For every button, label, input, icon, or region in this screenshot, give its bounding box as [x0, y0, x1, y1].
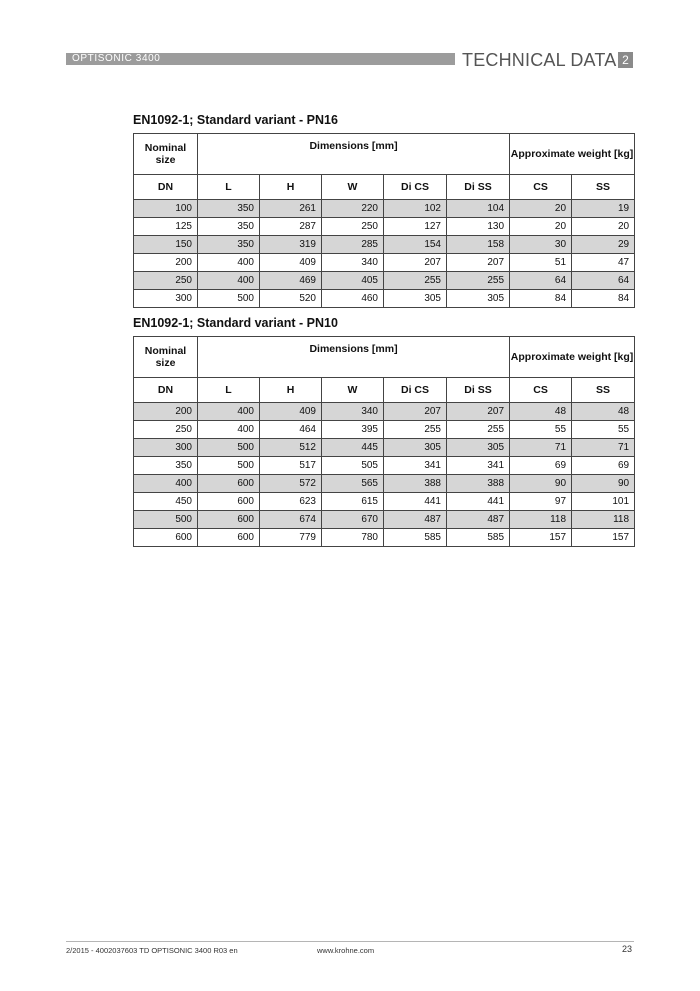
table-cell: 48 — [572, 403, 635, 421]
table-cell: 319 — [260, 236, 322, 254]
table-cell: 350 — [134, 457, 198, 475]
table-cell: 69 — [572, 457, 635, 475]
table-cell: 84 — [510, 290, 572, 308]
table-cell: 674 — [260, 511, 322, 529]
table-cell: 207 — [384, 254, 447, 272]
footer-divider — [66, 941, 634, 942]
table-cell: 47 — [572, 254, 635, 272]
table-cell: 409 — [260, 254, 322, 272]
table-cell: 287 — [260, 218, 322, 236]
table-cell: 19 — [572, 200, 635, 218]
table-cell: 71 — [510, 439, 572, 457]
table-cell: 207 — [447, 254, 510, 272]
table-cell: 395 — [322, 421, 384, 439]
table-title-pn16: EN1092-1; Standard variant - PN16 — [133, 113, 338, 127]
table-cell: 20 — [510, 200, 572, 218]
table-cell: 90 — [510, 475, 572, 493]
table-cell: 460 — [322, 290, 384, 308]
table-cell: 585 — [447, 529, 510, 547]
table-cell: 400 — [198, 421, 260, 439]
table-row — [134, 421, 635, 439]
table-cell: 350 — [198, 236, 260, 254]
table-title-pn10: EN1092-1; Standard variant - PN10 — [133, 316, 338, 330]
table-cell: 207 — [384, 403, 447, 421]
table-cell: 157 — [572, 529, 635, 547]
footer-document-reference: 2/2015 - 4002037603 TD OPTISONIC 3400 R03 en — [66, 946, 238, 955]
table-cell: 118 — [510, 511, 572, 529]
table-cell: 261 — [260, 200, 322, 218]
table-cell: 405 — [322, 272, 384, 290]
column-header: Di SS — [447, 378, 510, 403]
column-header: CS — [510, 175, 572, 200]
table-row — [134, 439, 635, 457]
table-row — [134, 529, 635, 547]
column-header: DN — [134, 378, 198, 403]
column-header: CS — [510, 378, 572, 403]
table-cell: 220 — [322, 200, 384, 218]
table-cell: 29 — [572, 236, 635, 254]
table-cell: 469 — [260, 272, 322, 290]
table-cell: 340 — [322, 254, 384, 272]
table-cell: 90 — [572, 475, 635, 493]
column-header: H — [260, 175, 322, 200]
column-header: DN — [134, 175, 198, 200]
header-approx-weight: Approximate weight [kg] — [510, 337, 635, 378]
table-row — [134, 218, 635, 236]
header-dimensions: Dimensions [mm] — [198, 134, 510, 175]
table-cell: 125 — [134, 218, 198, 236]
table-cell: 71 — [572, 439, 635, 457]
table-cell: 100 — [134, 200, 198, 218]
table-cell: 118 — [572, 511, 635, 529]
table-cell: 48 — [510, 403, 572, 421]
table-cell: 101 — [572, 493, 635, 511]
table-cell: 441 — [447, 493, 510, 511]
table-cell: 305 — [384, 439, 447, 457]
table-cell: 157 — [510, 529, 572, 547]
table-cell: 445 — [322, 439, 384, 457]
table-cell: 158 — [447, 236, 510, 254]
column-header: W — [322, 175, 384, 200]
table-cell: 55 — [572, 421, 635, 439]
table-cell: 600 — [198, 529, 260, 547]
table-cell: 130 — [447, 218, 510, 236]
table-cell: 200 — [134, 403, 198, 421]
table-cell: 305 — [447, 290, 510, 308]
table-cell: 512 — [260, 439, 322, 457]
table-cell: 623 — [260, 493, 322, 511]
page-number: 23 — [622, 944, 633, 954]
column-header: Di CS — [384, 378, 447, 403]
table-cell: 285 — [322, 236, 384, 254]
table-cell: 600 — [198, 493, 260, 511]
column-header: Di SS — [447, 175, 510, 200]
column-header: L — [198, 378, 260, 403]
table-cell: 487 — [384, 511, 447, 529]
table-cell: 127 — [384, 218, 447, 236]
table-cell: 350 — [198, 218, 260, 236]
table-cell: 102 — [384, 200, 447, 218]
table-cell: 250 — [322, 218, 384, 236]
table-cell: 572 — [260, 475, 322, 493]
table-cell: 585 — [384, 529, 447, 547]
table-cell: 69 — [510, 457, 572, 475]
table-row — [134, 511, 635, 529]
header-nominal-size: Nominal size — [134, 134, 198, 175]
dimensions-table-pn10 — [133, 336, 635, 547]
table-row — [134, 475, 635, 493]
table-cell: 517 — [260, 457, 322, 475]
table-cell: 500 — [198, 457, 260, 475]
header-nominal-size: Nominal size — [134, 337, 198, 378]
header-product-name: OPTISONIC 3400 — [72, 53, 161, 64]
table-cell: 388 — [384, 475, 447, 493]
table-cell: 670 — [322, 511, 384, 529]
table-cell: 55 — [510, 421, 572, 439]
table-cell: 104 — [447, 200, 510, 218]
table-cell: 450 — [134, 493, 198, 511]
table-cell: 600 — [134, 529, 198, 547]
table-cell: 464 — [260, 421, 322, 439]
chapter-number-badge: 2 — [618, 52, 633, 68]
table-cell: 400 — [198, 272, 260, 290]
table-cell: 600 — [198, 475, 260, 493]
table-cell: 780 — [322, 529, 384, 547]
table-cell: 30 — [510, 236, 572, 254]
table-cell: 400 — [198, 403, 260, 421]
dimensions-table-pn16 — [133, 133, 635, 308]
table-cell: 441 — [384, 493, 447, 511]
table-cell: 20 — [510, 218, 572, 236]
table-row — [134, 236, 635, 254]
table-cell: 615 — [322, 493, 384, 511]
table-cell: 500 — [134, 511, 198, 529]
column-header: SS — [572, 175, 635, 200]
table-cell: 505 — [322, 457, 384, 475]
table-cell: 255 — [447, 421, 510, 439]
header-section-title: TECHNICAL DATA — [462, 50, 617, 70]
table-row — [134, 290, 635, 308]
table-cell: 520 — [260, 290, 322, 308]
table-cell: 255 — [384, 421, 447, 439]
table-cell: 51 — [510, 254, 572, 272]
table-cell: 305 — [447, 439, 510, 457]
table-cell: 500 — [198, 439, 260, 457]
table-cell: 779 — [260, 529, 322, 547]
table-cell: 255 — [384, 272, 447, 290]
table-cell: 388 — [447, 475, 510, 493]
table-cell: 600 — [198, 511, 260, 529]
table-cell: 97 — [510, 493, 572, 511]
header-approx-weight: Approximate weight [kg] — [510, 134, 635, 175]
table-row — [134, 493, 635, 511]
table-cell: 350 — [198, 200, 260, 218]
table-cell: 500 — [198, 290, 260, 308]
table-cell: 20 — [572, 218, 635, 236]
table-cell: 64 — [510, 272, 572, 290]
column-header: L — [198, 175, 260, 200]
table-cell: 207 — [447, 403, 510, 421]
table-cell: 154 — [384, 236, 447, 254]
table-cell: 300 — [134, 290, 198, 308]
table-row — [134, 254, 635, 272]
table-cell: 487 — [447, 511, 510, 529]
footer-website: www.krohne.com — [317, 946, 375, 955]
table-row — [134, 403, 635, 421]
table-cell: 250 — [134, 421, 198, 439]
table-row — [134, 200, 635, 218]
table-cell: 409 — [260, 403, 322, 421]
table-cell: 341 — [447, 457, 510, 475]
table-cell: 150 — [134, 236, 198, 254]
table-cell: 400 — [134, 475, 198, 493]
table-cell: 305 — [384, 290, 447, 308]
table-cell: 255 — [447, 272, 510, 290]
table-row — [134, 272, 635, 290]
table-cell: 341 — [384, 457, 447, 475]
column-header: W — [322, 378, 384, 403]
header-dimensions: Dimensions [mm] — [198, 337, 510, 378]
table-row — [134, 457, 635, 475]
table-cell: 64 — [572, 272, 635, 290]
table-cell: 200 — [134, 254, 198, 272]
table-cell: 565 — [322, 475, 384, 493]
table-cell: 340 — [322, 403, 384, 421]
column-header: Di CS — [384, 175, 447, 200]
column-header: H — [260, 378, 322, 403]
table-cell: 400 — [198, 254, 260, 272]
table-cell: 84 — [572, 290, 635, 308]
table-cell: 250 — [134, 272, 198, 290]
column-header: SS — [572, 378, 635, 403]
table-cell: 300 — [134, 439, 198, 457]
